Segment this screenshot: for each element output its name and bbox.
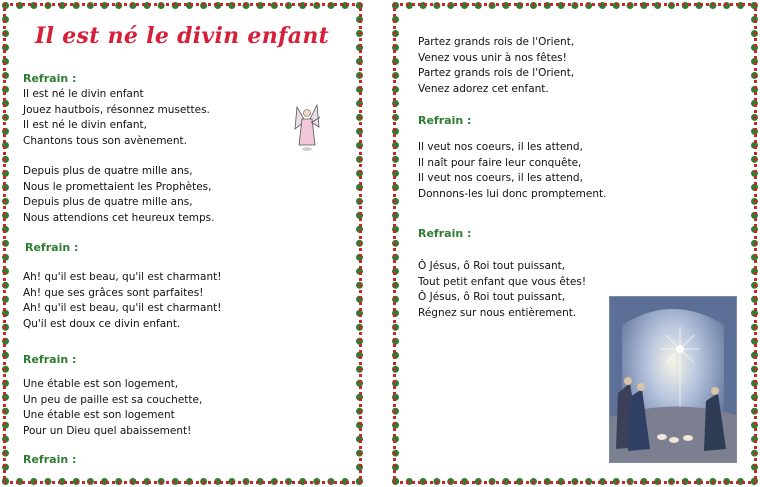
verse-1 [23,87,210,149]
verse-line: Ah! qu'il est beau, qu'il est charmant! [23,302,222,314]
verse-line: Régnez sur nous entièrement. [418,306,577,319]
verse-line: Ô Jésus, ô Roi tout puissant, [418,260,566,272]
refrain-label: Refrain : [25,241,79,254]
verse-line: Il veut nos coeurs, il les attend, [418,141,583,153]
refrain-label: Refrain : [418,114,472,127]
angel-illustration [291,99,323,155]
verse-6 [418,140,606,202]
verse-line: Donnons-les lui donc promptement. [418,187,607,200]
refrain-label: Refrain : [23,353,77,366]
verse-line: Depuis plus de quatre mille ans, [23,196,193,208]
left-page [2,2,363,485]
verse-line: Nous attendions cet heureux temps. [23,211,215,224]
verse-line: Tout petit enfant que vous êtes! [418,275,587,288]
verse-line: Venez vous unir à nos fêtes! [418,51,567,64]
verse-line: Jouez hautbois, résonnez musettes. [23,103,210,116]
verse-line: Partez grands rois de l'Orient, [418,36,575,48]
refrain-label: Refrain : [23,72,77,85]
verse-5 [418,35,574,97]
verse-2 [23,164,214,226]
refrain-label: Refrain : [418,227,472,240]
verse-line: Pour un Dieu quel abaissement! [23,424,192,437]
verse-4 [23,377,202,439]
song-title: Il est né le divin enfant [35,23,330,49]
verse-3 [23,270,221,332]
verse-line: Ah! qu'il est beau, qu'il est charmant! [23,271,222,283]
verse-line: Une étable est son logement, [23,378,179,390]
right-page [392,2,758,485]
verse-line: Venez adorez cet enfant. [418,82,549,95]
verse-line: Il veut nos coeurs, il les attend, [418,172,583,184]
verse-line: Il naît pour faire leur conquête, [418,156,582,169]
verse-line: Partez grands rois de l'Orient, [418,67,575,79]
verse-line: Qu'il est doux ce divin enfant. [23,317,181,330]
verse-7 [418,259,586,321]
verse-line: Il est né le divin enfant, [23,119,147,131]
verse-line: Depuis plus de quatre mille ans, [23,165,193,177]
verse-line: Ô Jésus, ô Roi tout puissant, [418,291,566,303]
verse-line: Un peu de paille est sa couchette, [23,393,203,406]
refrain-label: Refrain : [23,453,77,466]
verse-line: Une étable est son logement [23,409,175,421]
verse-line: Ah! que ses grâces sont parfaites! [23,286,204,299]
verse-line: Chantons tous son avènement. [23,134,187,147]
verse-line: Nous le promettaient les Prophètes, [23,180,212,193]
nativity-illustration [609,296,737,463]
verse-line: Il est né le divin enfant [23,88,144,100]
